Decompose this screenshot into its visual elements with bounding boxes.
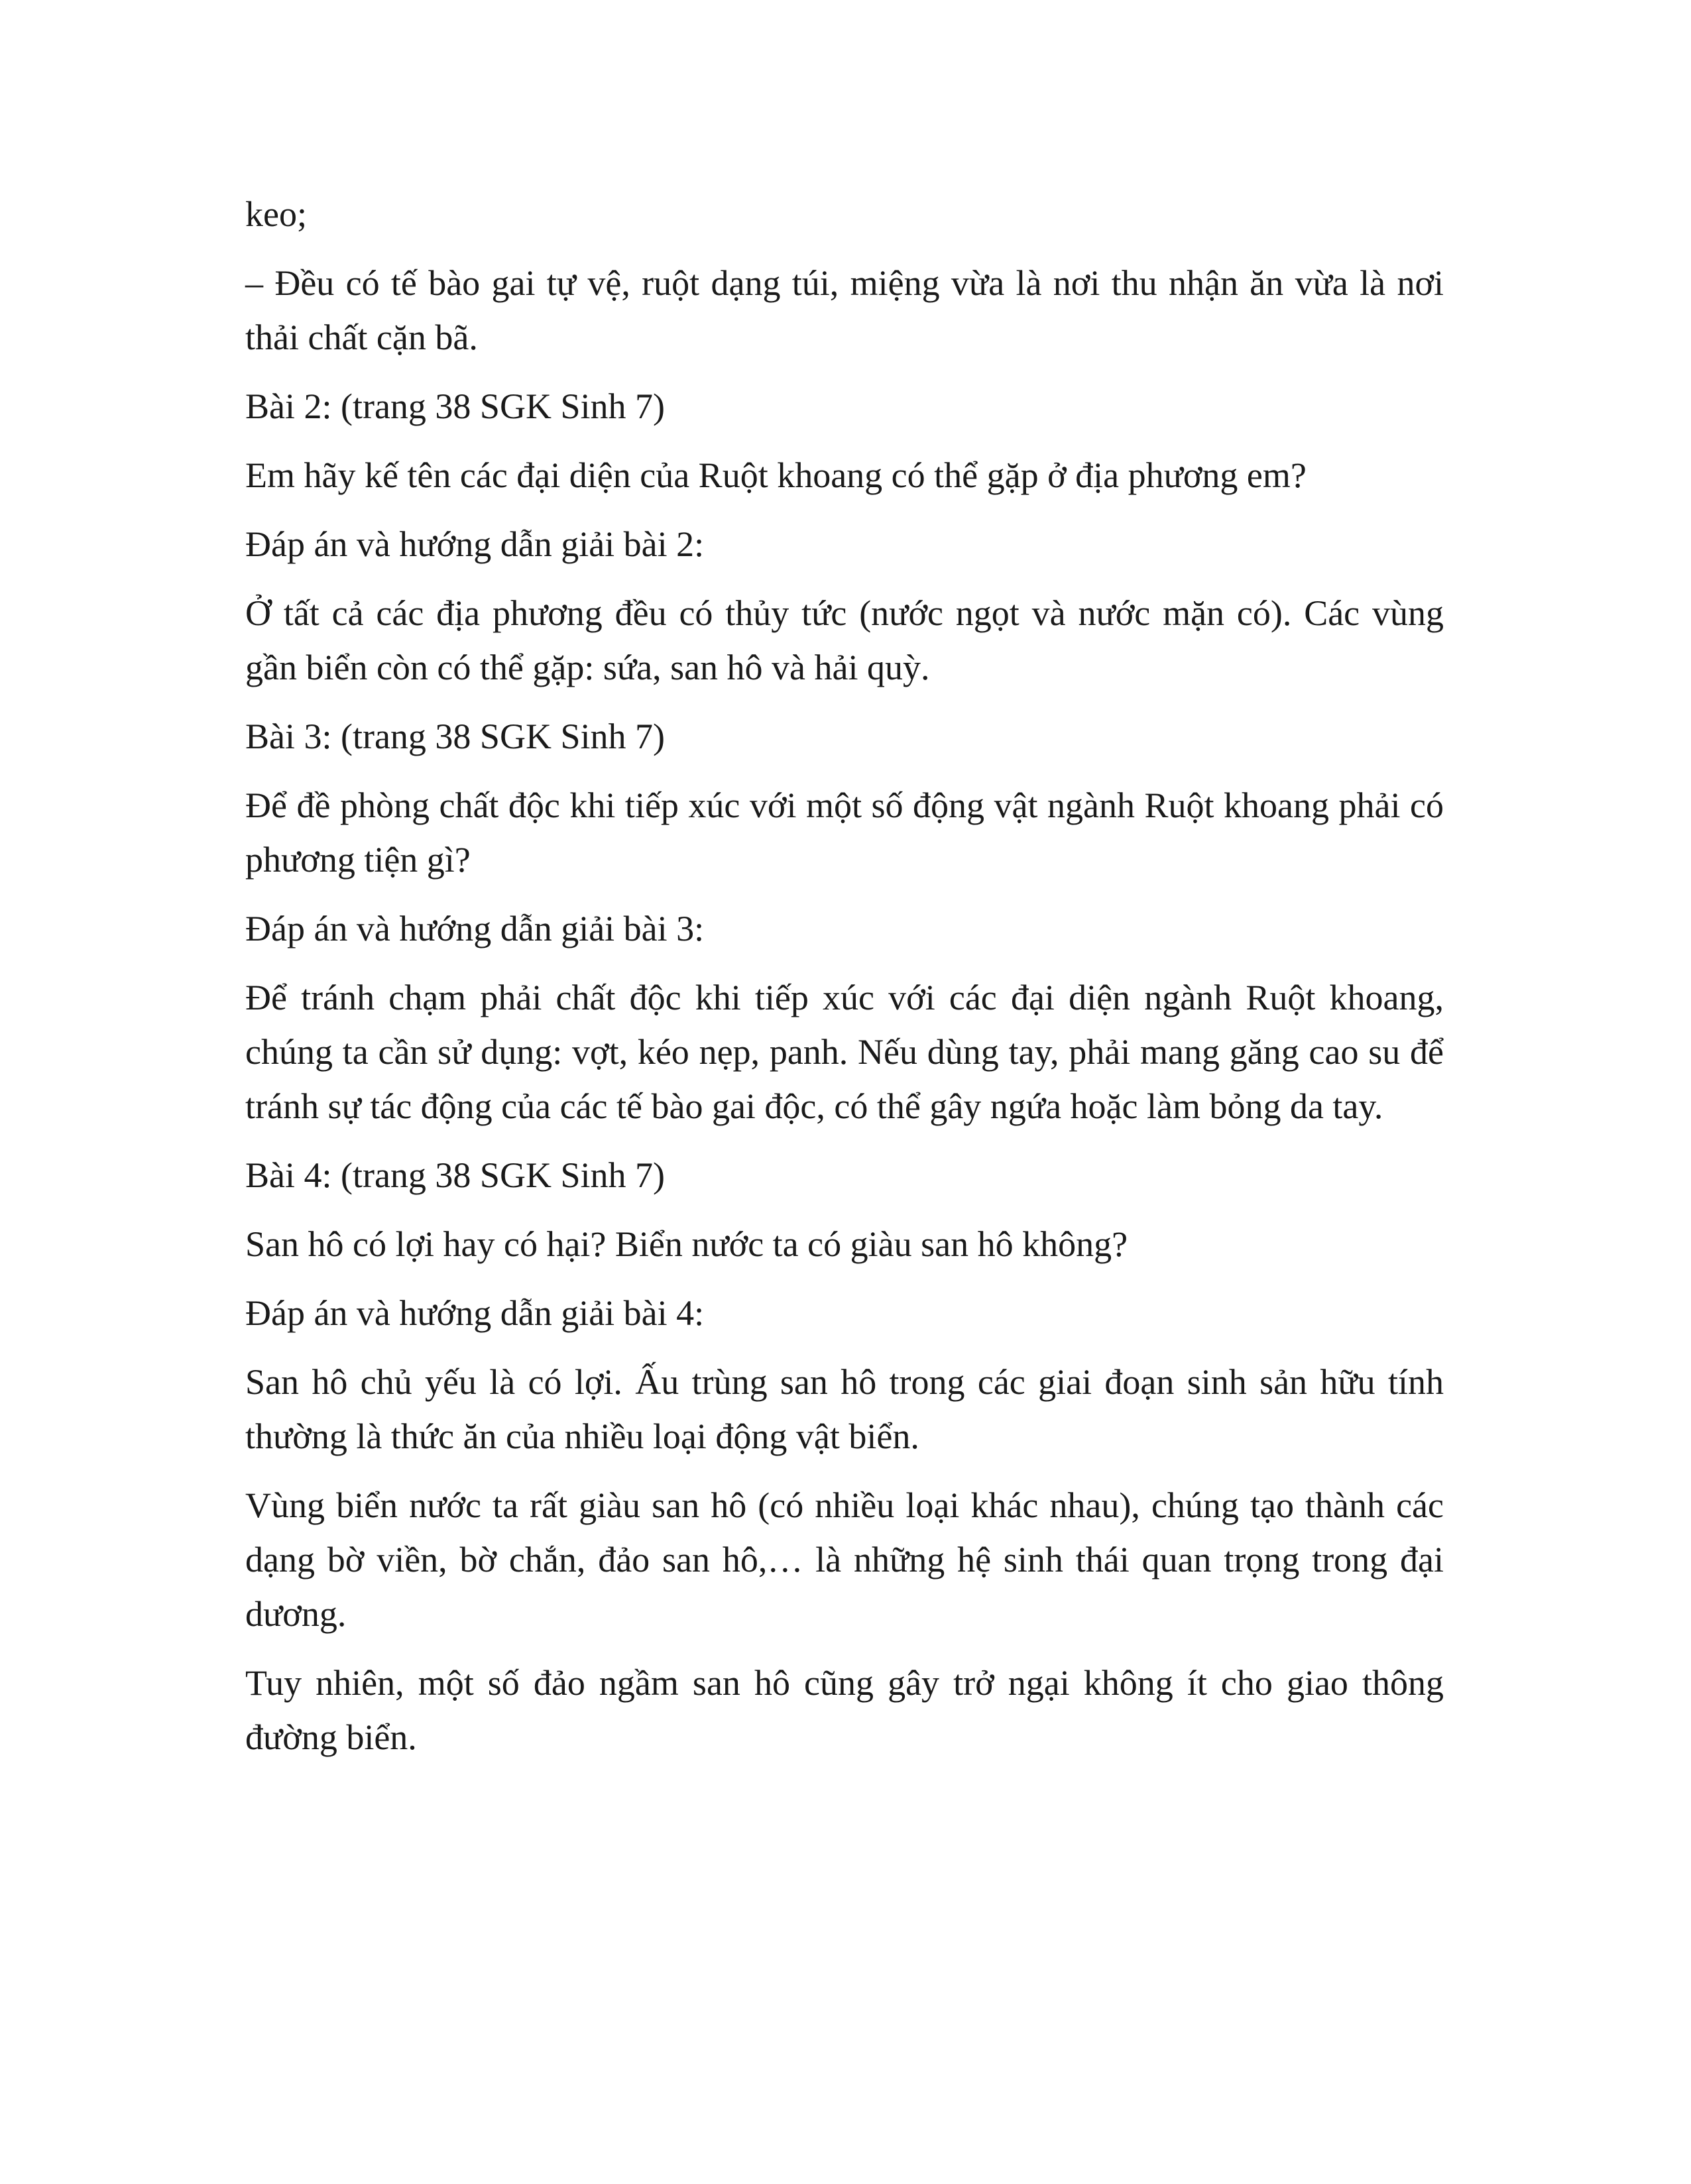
exercise-4-answer-part-3: Tuy nhiên, một số đảo ngầm san hô cũng gây trở ngại không ít cho giao thông đường biển. (245, 1663, 1444, 1757)
exercise-2-question: Em hãy kế tên các đại diện của Ruột khoang có thể gặp ở địa phương em? (245, 455, 1307, 495)
exercise-2-heading: Bài 2: (trang 38 SGK Sinh 7) (245, 386, 665, 426)
paragraph-common-traits: – Đều có tế bào gai tự vệ, ruột dạng túi, miệng vừa là nơi thu nhận ăn vừa là nơi thải chất cặn bã. (245, 263, 1444, 357)
exercise-4-answer-heading: Đáp án và hướng dẫn giải bài 4: (245, 1293, 705, 1333)
exercise-4-answer-part-1: San hô chủ yếu là có lợi. Ấu trùng san hô trong các giai đoạn sinh sản hữu tính thường là thức ăn của nhiều loại động vật biển. (245, 1362, 1444, 1456)
exercise-3-answer: Để tránh chạm phải chất độc khi tiếp xúc với các đại diện ngành Ruột khoang, chúng ta cần sử dụng: vợt, kéo nẹp, panh. Nếu dùng tay, phải mang găng cao su để tránh sự tác động của các tế bào gai độc, có thể gây ngứa hoặc làm bỏng da tay. (245, 978, 1444, 1126)
document-body (245, 187, 1444, 1779)
exercise-3-question: Để đề phòng chất độc khi tiếp xúc với một số động vật ngành Ruột khoang phải có phương tiện gì? (245, 785, 1444, 880)
exercise-4-heading: Bài 4: (trang 38 SGK Sinh 7) (245, 1155, 665, 1195)
exercise-2-answer-heading: Đáp án và hướng dẫn giải bài 2: (245, 524, 705, 564)
paragraph-continuation: keo; (245, 194, 307, 234)
exercise-4-answer-part-2: Vùng biển nước ta rất giàu san hô (có nhiều loại khác nhau), chúng tạo thành các dạng bờ viền, bờ chắn, đảo san hô,… là những hệ sinh thái quan trọng trong đại dương. (245, 1485, 1444, 1634)
exercise-3-heading: Bài 3: (trang 38 SGK Sinh 7) (245, 717, 665, 756)
exercise-2-answer: Ở tất cả các địa phương đều có thủy tức (nước ngọt và nước mặn có). Các vùng gần biển còn có thể gặp: sứa, san hô và hải quỳ. (245, 593, 1444, 687)
exercise-4-question: San hô có lợi hay có hại? Biển nước ta có giàu san hô không? (245, 1224, 1128, 1264)
exercise-3-answer-heading: Đáp án và hướng dẫn giải bài 3: (245, 909, 705, 948)
